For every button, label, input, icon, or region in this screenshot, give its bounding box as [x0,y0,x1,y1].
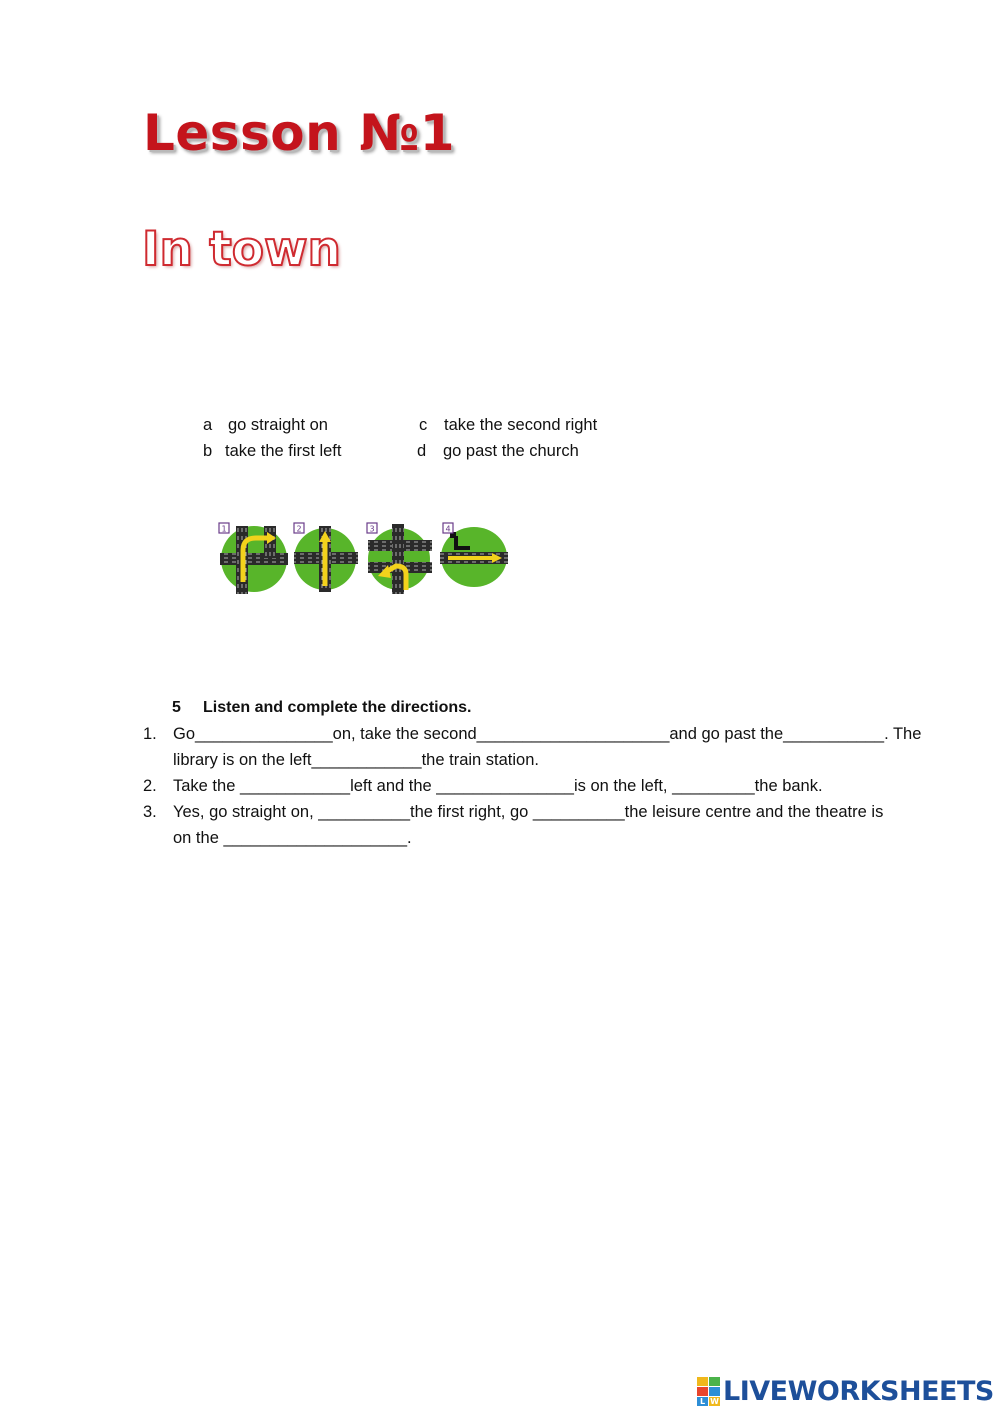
picture-2-straight-on [294,523,358,592]
question-number: 1. [143,725,157,743]
option-letter: a [203,416,213,434]
picture-number: 4 [445,524,451,534]
exercise-instruction: Listen and complete the directions. [203,699,472,716]
option-d [417,442,579,461]
lesson-subtitle: In town [142,222,341,277]
question-1-line-2: library is on the left____________the train station. [173,751,539,769]
option-text: go straight on [228,416,328,434]
direction-pictures [216,520,512,594]
option-letter: b [203,442,213,460]
option-text: take the second right [444,416,598,434]
logo-badge-letter: W [710,1397,719,1406]
logo-badge-icon [697,1377,721,1407]
option-c [419,416,597,435]
logo-text: LIVEWORKSHEETS [723,1376,994,1407]
option-a [203,416,328,435]
picture-1-turn-left [219,523,288,594]
picture-number: 1 [221,524,227,534]
option-letter: d [417,442,427,460]
picture-4-go-past [440,523,508,587]
option-text: go past the church [443,442,579,460]
picture-3-second-right [367,523,432,594]
question-3-line-1: Yes, go straight on, __________the first right, go __________the leisure centre and the theatre is [173,803,884,821]
option-b [203,442,341,461]
question-number: 2. [143,777,157,795]
lesson-title: Lesson №1 [143,104,456,162]
exercise-number: 5 [172,699,181,716]
option-letter: c [419,416,428,434]
question-number: 3. [143,803,157,821]
picture-number: 2 [296,524,302,534]
liveworksheets-logo [697,1376,995,1408]
question-2-line-1: Take the ____________left and the _______________is on the left, _________the bank. [173,777,823,795]
question-1-line-1: Go_______________on, take the second_____________________and go past the___________. The [173,725,922,743]
logo-badge-letter: L [699,1397,706,1406]
picture-number: 3 [369,524,375,534]
option-text: take the first left [225,442,342,460]
question-3-line-2: on the ____________________. [173,829,412,847]
exercise-heading [172,699,472,717]
